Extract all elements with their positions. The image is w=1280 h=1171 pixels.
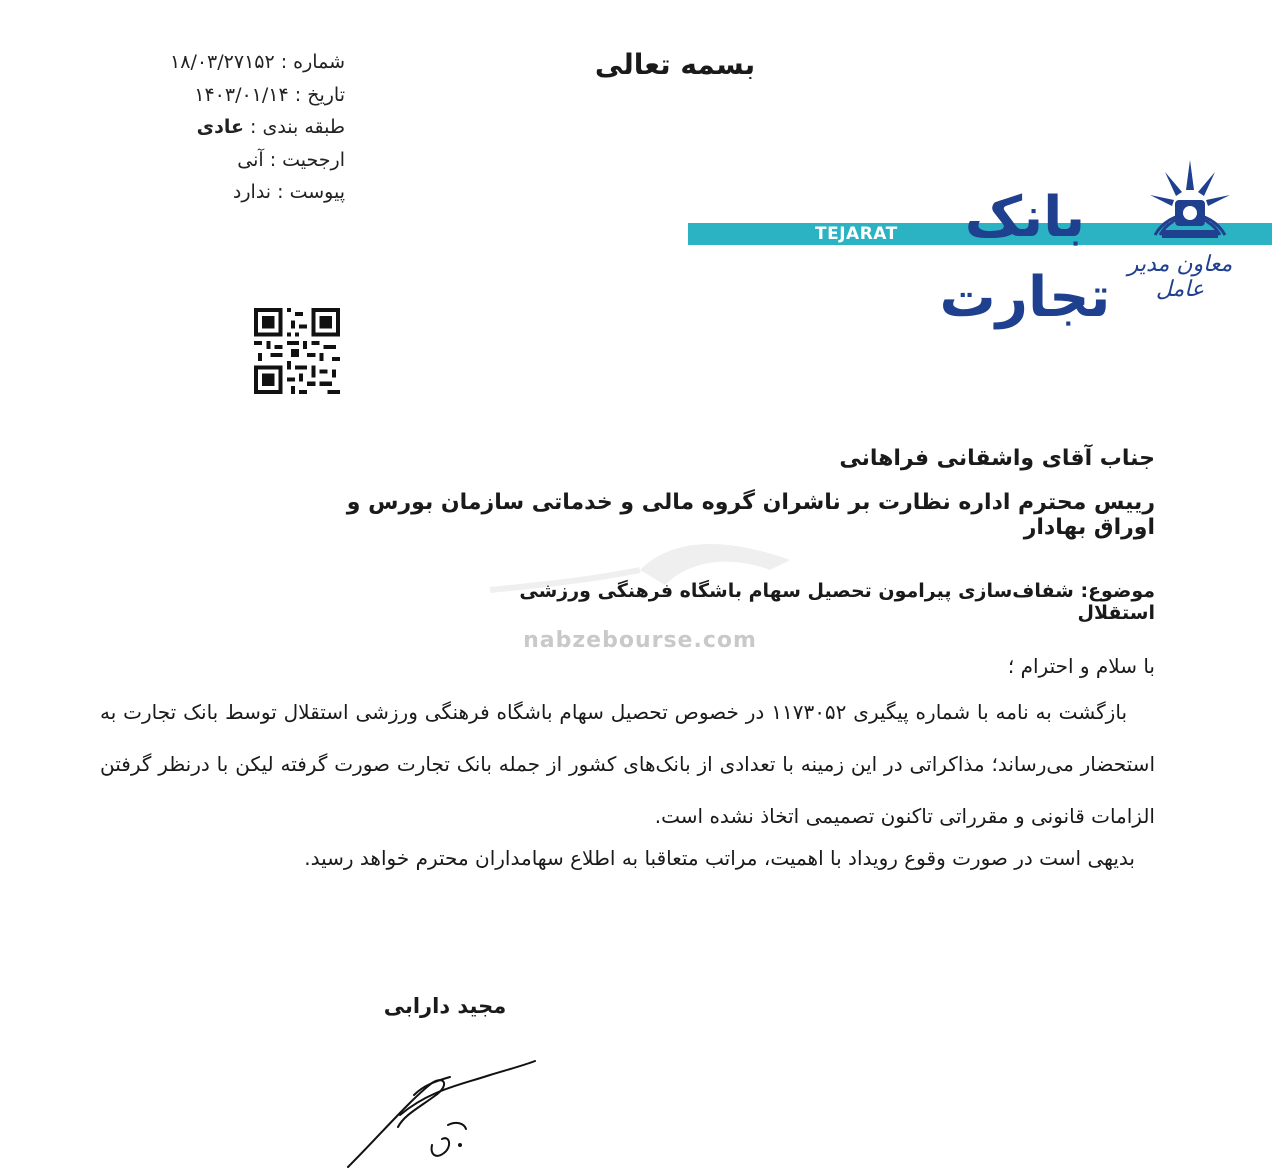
meta-number: شماره : ۱۸/۰۳/۲۷۱۵۲ <box>170 51 345 73</box>
bank-name-persian: بانک تجارت <box>939 185 1111 330</box>
signature-image <box>340 1055 550 1171</box>
closing-sentence: بدیهی است در صورت وقوع رویداد با اهمیت، مراتب متعاقبا به اطلاع سهامداران محترم خواهد رسید. <box>304 846 1135 870</box>
bank-emblem-icon <box>1140 150 1240 250</box>
recipient-title: رییس محترم اداره نظارت بر ناشران گروه مالی و خدماتی سازمان بورس و اوراق بهادار <box>346 490 1155 540</box>
recipient-name: جناب آقای واشقانی فراهانی <box>839 446 1155 471</box>
letter-metadata <box>90 46 345 209</box>
meta-attachment: پیوست : ندارد <box>232 181 345 203</box>
qr-code-icon <box>254 308 340 394</box>
meta-date: تاریخ : ۱۴۰۳/۰۱/۱۴ <box>194 83 345 106</box>
letter-subject: موضوع: شفاف‌سازی پیرامون تحصیل سهام باشگاه فرهنگی ورزشی استقلال <box>519 580 1155 624</box>
greeting: با سلام و احترام ؛ <box>1007 654 1155 678</box>
invocation: بسمه تعالی <box>594 48 756 81</box>
meta-classification: طبقه بندی : عادی <box>196 116 345 138</box>
meta-priority: ارجحیت : آنی <box>237 148 345 171</box>
letter-body <box>100 686 1155 842</box>
department-title: معاون مدیر عامل <box>1127 252 1233 302</box>
watermark-url: nabzebourse.com <box>523 628 757 653</box>
body-paragraph: بازگشت به نامه با شماره پیگیری ۱۱۷۳۰۵۲ در خصوص تحصیل سهام باشگاه فرهنگی ورزشی استقلال توسط بانک تجارت به استحضار می‌رساند؛ مذاکراتی در این زمینه با تعدادی از بانک‌های کشور از جمله بانک تجارت صورت گرفته لیکن با درنظر گرفتن الزامات قانونی و مقرراتی تاکنون تصمیمی اتخاذ نشده است. <box>100 700 1155 828</box>
signer-name: مجید دارابی <box>383 994 507 1018</box>
bank-name-english: TEJARAT BANK <box>815 224 898 264</box>
